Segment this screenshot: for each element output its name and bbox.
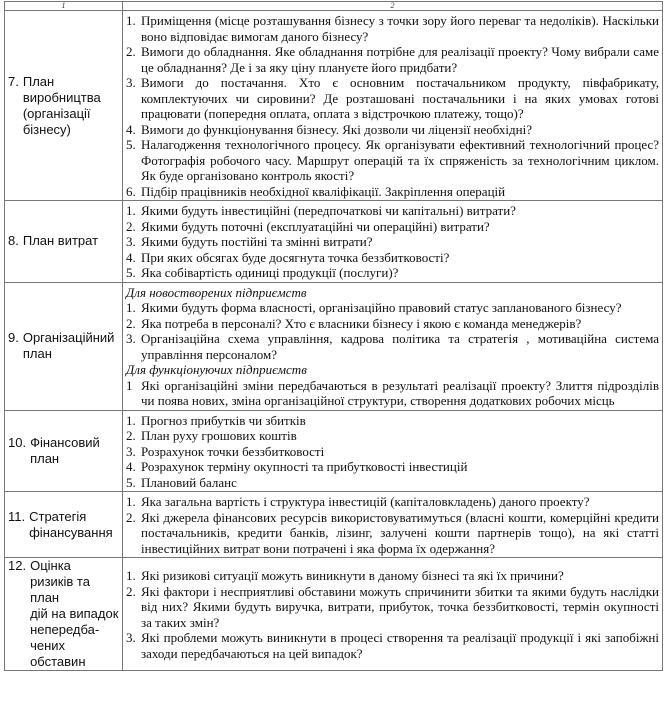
section-row <box>5 558 663 671</box>
section-number: 10. <box>8 434 27 450</box>
question-item <box>126 300 659 316</box>
section-questions-cell <box>123 410 663 492</box>
question-item <box>126 137 659 184</box>
question-item <box>126 413 659 429</box>
question-item <box>126 122 659 138</box>
question-item <box>126 316 659 332</box>
section-title <box>8 435 120 467</box>
section-questions-cell <box>123 11 663 201</box>
question-number: 1. <box>126 203 136 218</box>
section-name: Організаційний план <box>22 330 115 361</box>
section-title <box>8 233 120 249</box>
question-number: 2. <box>126 583 136 599</box>
question-text: Якими будуть поточні (експлуатаційні чи операційні) витрати? <box>141 218 490 234</box>
question-text: Приміщення (місце розташування бізнесу з точки зору його переваг та недоліків). Наскільки воно відповідає вимогам даного бізнесу? <box>141 13 659 44</box>
question-text: Розрахунок точки беззбитковості <box>141 443 325 459</box>
section-title-cell <box>5 11 123 201</box>
section-row <box>5 410 663 492</box>
section-number: 8. <box>8 233 19 249</box>
question-number: 5. <box>126 137 136 152</box>
question-text: План руху грошових коштів <box>141 428 297 443</box>
question-number: 2. <box>126 44 136 59</box>
question-text: Яка загальна вартість і структура інвестицій (капіталовкладень) даного проекту? <box>141 494 590 509</box>
subgroup-label: Для функціонуючих підприємств <box>126 362 307 377</box>
question-text: Налагодження технологічного процесу. Як організувати ефективний технологічний процес? Фотографія робочого часу. Маршрут операцій та їх спряженість за технологічним циклом. Як буде організовано контроль якості? <box>141 137 659 183</box>
question-item <box>126 584 659 631</box>
question-text: Якими будуть інвестиційні (передпочаткові чи капітальні) витрати? <box>141 203 516 218</box>
question-text: Вимоги до постачання. Хто є основним постачальником продукту, півфабрикату, комплектуючих чи сировини? Де розташовані постачальники і на яких умовах готові працювати (попередня оплата, оплата з відстрочкою платежу, тощо)? <box>141 75 659 121</box>
question-text: Організаційна схема управління, кадрова політика та стратегія , мотиваційна система управління персоналом? <box>141 331 659 362</box>
section-title <box>8 330 120 362</box>
section-title <box>8 509 120 541</box>
question-number: 1. <box>126 568 136 583</box>
question-item <box>126 203 659 219</box>
question-number: 2. <box>126 428 136 443</box>
section-row <box>5 282 663 410</box>
question-item <box>126 265 659 281</box>
question-item <box>126 331 659 362</box>
section-title-cell <box>5 410 123 492</box>
question-text: Прогноз прибутків чи збитків <box>141 412 306 428</box>
question-number: 4. <box>126 249 136 265</box>
business-plan-table <box>4 1 663 671</box>
question-number: 3. <box>126 630 136 645</box>
column-header-2: 2 <box>123 2 663 11</box>
section-questions-cell <box>123 282 663 410</box>
question-item <box>126 75 659 122</box>
section-questions-cell <box>123 492 663 558</box>
question-item <box>126 250 659 266</box>
question-number: 1. <box>126 494 136 509</box>
question-text: Які організаційні зміни передбачаються в результаті реалізації проекту? Злиття підрозділів чи поява нових, зміна організаційної структури, створення додаткових робочих місць <box>141 377 659 408</box>
section-name: Стратегія фінансування <box>29 508 113 540</box>
question-number: 2. <box>126 509 136 525</box>
section-name: Фінансовий план <box>30 434 100 466</box>
question-number: 3. <box>126 331 136 346</box>
question-item <box>126 378 659 409</box>
question-text: Вимоги до функціонування бізнесу. Які дозволи чи ліцензії необхідні? <box>141 121 532 137</box>
question-item <box>126 459 659 475</box>
question-item <box>126 219 659 235</box>
question-text: Якими будуть постійні та змінні витрати? <box>141 234 373 249</box>
section-name: Оцінка ризиків та план дій на випадок непередба- чених обставин <box>30 558 119 669</box>
section-title <box>8 74 120 138</box>
question-item <box>126 44 659 75</box>
column-header-1: 1 <box>5 2 123 11</box>
question-item <box>126 13 659 44</box>
question-item <box>126 444 659 460</box>
section-number: 9. <box>8 330 19 345</box>
question-text: Яка потреба в персоналі? Хто є власники бізнесу і якою є команда менеджерів? <box>141 315 582 331</box>
question-text: Плановий баланс <box>141 474 237 490</box>
question-text: Якими будуть форма власності, організаційно правовий статус запланованого бізнесу? <box>141 300 622 315</box>
question-number: 2. <box>126 315 136 331</box>
question-number: 3. <box>126 234 136 249</box>
question-text: Які фактори і несприятливі обставини можуть спричинити збитки та якими будуть наслідки від них? Якими будуть виручка, витрати, прибуток, точка беззбитковості, термін окупності за таких змін? <box>141 583 659 630</box>
section-title-cell <box>5 201 123 283</box>
question-number: 1. <box>126 13 136 28</box>
table-body <box>5 2 663 671</box>
header-row <box>5 2 663 11</box>
question-text: Розрахунок терміну окупності та прибутковості інвестицій <box>141 459 468 474</box>
section-name: План виробництва (організації бізнесу) <box>22 73 101 137</box>
question-number: 1. <box>126 412 136 428</box>
question-number: 1. <box>126 300 136 315</box>
question-number: 5. <box>126 265 136 280</box>
section-name: План витрат <box>22 233 99 249</box>
question-item <box>126 475 659 491</box>
section-number: 12. <box>8 558 27 573</box>
question-item <box>126 630 659 661</box>
question-number: 2. <box>126 218 136 234</box>
section-title-cell <box>5 282 123 410</box>
question-item <box>126 234 659 250</box>
subgroup-label: Для новостворених підприємств <box>126 284 307 300</box>
question-text: Які проблеми можуть виникнути в процесі створення та реалізації продукції і які запобіжні заходи передбачаються на цей випадок? <box>141 630 659 661</box>
section-questions-cell <box>123 558 663 671</box>
section-row <box>5 492 663 558</box>
section-number: 11. <box>8 508 26 524</box>
section-title <box>8 558 120 670</box>
question-number: 6. <box>126 183 136 199</box>
question-number: 5. <box>126 474 136 490</box>
section-title-cell <box>5 558 123 671</box>
question-text: Підбір працівників необхідної кваліфікації. Закріплення операцій <box>141 183 506 199</box>
question-number: 3. <box>126 75 136 90</box>
question-text: Яка собівартість одиниці продукції (послуги)? <box>141 265 399 280</box>
question-number: 3. <box>126 443 136 459</box>
question-text: Які джерела фінансових ресурсів використовуватимуться (власні кошти, комерційні кредити постачальників, кредити банків, лізинг, залучені кошти партнерів тощо), на які статті інвестиційних витрат вони потрачені і яка форма їх одержання? <box>141 509 659 556</box>
section-row <box>5 11 663 201</box>
question-item <box>126 568 659 584</box>
question-item <box>126 428 659 444</box>
question-text: Вимоги до обладнання. Яке обладнання потрібне для реалізації проекту? Чому вибрали саме це обладнання? Де і за яку ціну плануєте його придбати? <box>141 44 659 75</box>
section-questions-cell <box>123 201 663 283</box>
section-number: 7. <box>8 73 19 89</box>
question-item <box>126 494 659 510</box>
question-text: При яких обсягах буде досягнута точка беззбитковості? <box>141 249 450 265</box>
section-title-cell <box>5 492 123 558</box>
question-number: 4. <box>126 121 136 137</box>
question-text: Які ризикові ситуації можуть виникнути в даному бізнесі та які їх причини? <box>141 568 564 583</box>
section-row <box>5 201 663 283</box>
question-item <box>126 184 659 200</box>
question-number: 4. <box>126 459 136 474</box>
question-number: 1 <box>126 377 133 393</box>
question-item <box>126 510 659 557</box>
